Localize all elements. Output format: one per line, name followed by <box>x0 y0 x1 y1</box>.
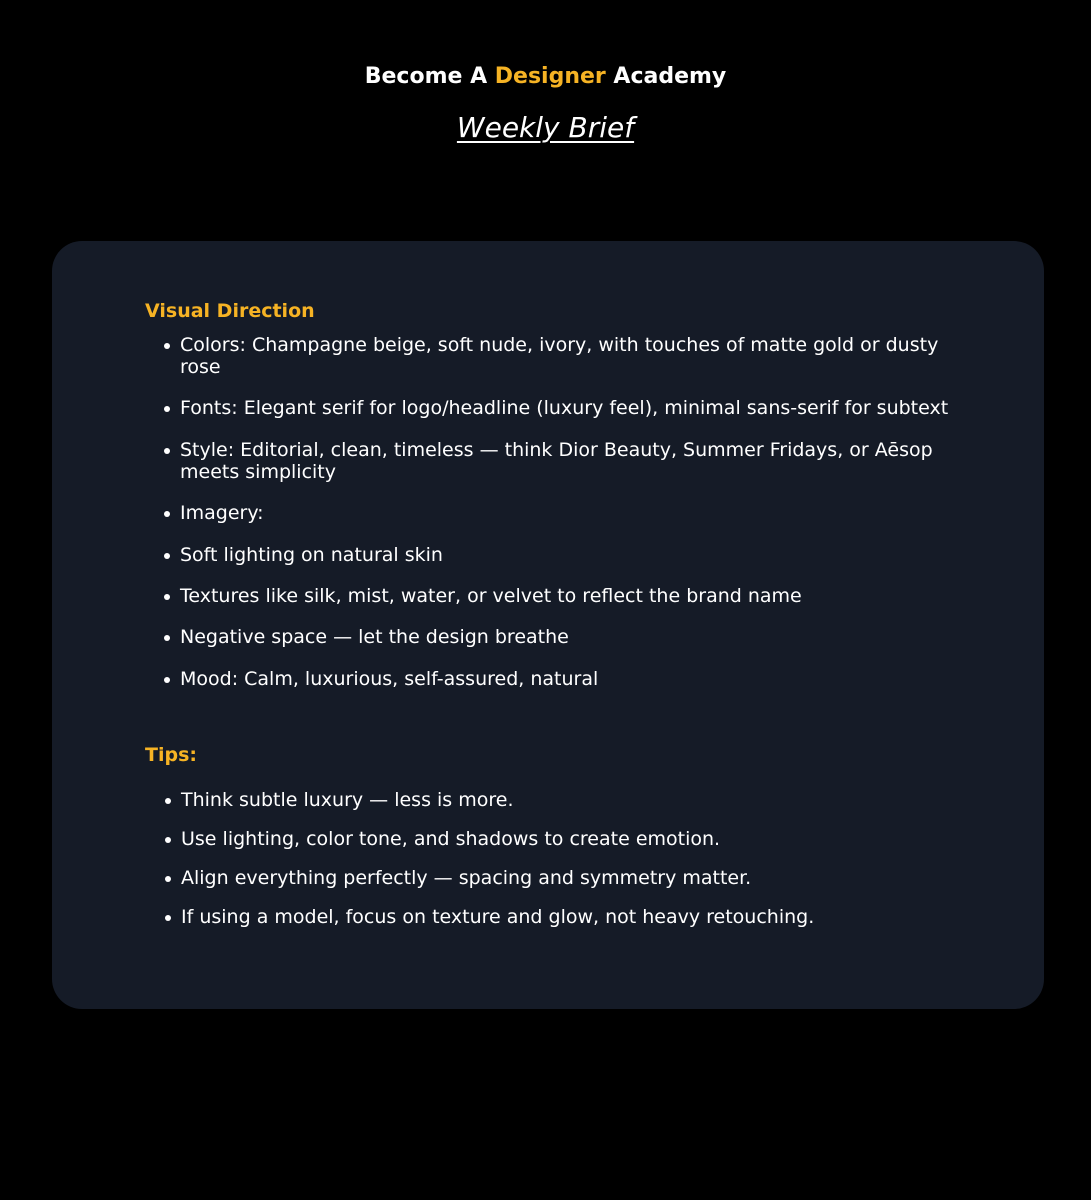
list-item: Soft lighting on natural skin <box>180 544 980 566</box>
brief-card <box>52 241 1044 1009</box>
visual-direction-heading: Visual Direction <box>145 300 315 322</box>
list-item: Mood: Calm, luxurious, self-assured, natural <box>180 668 980 690</box>
brand-title <box>0 60 1091 94</box>
visual-direction-list <box>162 334 980 709</box>
list-item: Textures like silk, mist, water, or velvet to reflect the brand name <box>180 585 980 607</box>
list-item: Style: Editorial, clean, timeless — think Dior Beauty, Summer Fridays, or Aēsop meets simplicity <box>180 439 980 483</box>
list-item: Use lighting, color tone, and shadows to create emotion. <box>181 828 981 850</box>
list-item: Fonts: Elegant serif for logo/headline (luxury feel), minimal sans-serif for subtext <box>180 397 980 419</box>
brand-title-suffix: Academy <box>605 64 727 89</box>
brand-title-prefix: Become A <box>364 64 495 89</box>
list-item: If using a model, focus on texture and glow, not heavy retouching. <box>181 906 981 928</box>
list-item: Think subtle luxury — less is more. <box>181 789 981 811</box>
brand-title-accent: Designer <box>494 64 606 89</box>
list-item: Negative space — let the design breathe <box>180 626 980 648</box>
tips-heading: Tips: <box>145 744 197 766</box>
page-subtitle: Weekly Brief <box>456 111 635 144</box>
list-item: Colors: Champagne beige, soft nude, ivory, with touches of matte gold or dusty rose <box>180 334 980 378</box>
list-item: Imagery: <box>180 502 980 524</box>
tips-list <box>163 789 981 945</box>
list-item: Align everything perfectly — spacing and symmetry matter. <box>181 867 981 889</box>
